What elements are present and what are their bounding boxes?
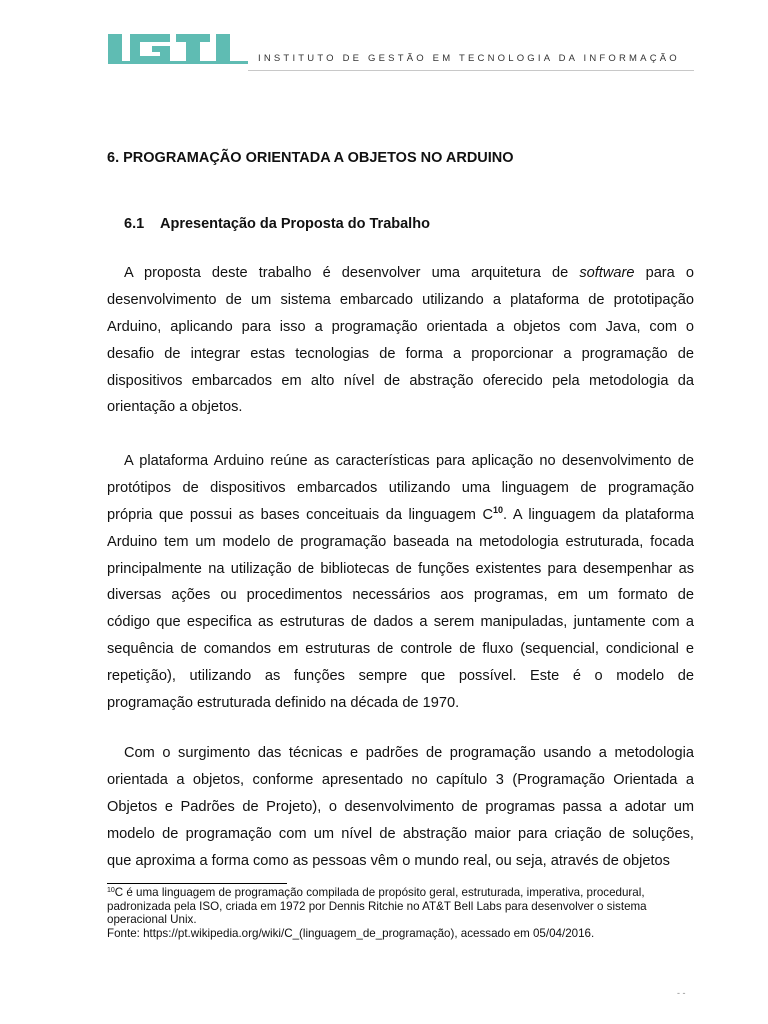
footnote-rule bbox=[107, 883, 287, 884]
text-line: própria que possui as bases conceituais da linguagem $C^{10}$. A linguagem da plataforma bbox=[107, 504, 694, 523]
footnote bbox=[107, 886, 694, 940]
footnote-ref[interactable]: 10 bbox=[493, 504, 504, 515]
text-line: orientada a objetos, conforme apresentado no capítulo 3 (Programação Orientada a bbox=[107, 771, 694, 788]
subsection-heading bbox=[124, 216, 430, 232]
text-line: programação estruturada definido na década de 1970. bbox=[107, 695, 460, 712]
text-line: Objetos e Padrões de Projeto), o desenvolvimento de programas passa a adotar um bbox=[107, 798, 694, 815]
text-line: principalmente na utilização de bibliotecas de funções existentes para desempenhar as bbox=[107, 560, 694, 577]
footnote-line: padronizada pela ISO, criada em 1972 por Dennis Ritchie no AT&T Bell Labs para desenvolver o sistema bbox=[107, 899, 647, 913]
subsection-title: Apresentação da Proposta do Trabalho bbox=[160, 216, 430, 232]
text-line: desenvolvimento de um sistema embarcado utilizando a plataforma de prototipação bbox=[107, 291, 694, 308]
text-line: protótipos de dispositivos embarcados utilizando uma linguagem de programação bbox=[107, 479, 694, 496]
text-line: diversas ações ou procedimentos necessários aos programas, em um formato de bbox=[107, 587, 694, 604]
page-number: - - bbox=[677, 988, 686, 998]
paragraph-3 bbox=[107, 740, 694, 874]
institute-name: INSTITUTO DE GESTÃO EM TECNOLOGIA DA INFORMAÇÃO bbox=[258, 53, 680, 64]
text-line: modelo de programação com um nível de abstração maior para criação de soluções, bbox=[107, 825, 694, 842]
footnote-line: operacional Unix. bbox=[107, 913, 197, 927]
text-line: repetição), utilizando as funções sempre que possível. Este é o modelo de bbox=[107, 668, 694, 685]
footnote-line: $^{10}$C é uma linguagem de programação compilada de propósito geral, estruturada, imperativa, procedural, bbox=[107, 886, 645, 899]
text-line: A proposta deste trabalho é desenvolver uma arquitetura de software para o bbox=[124, 265, 695, 281]
paragraph-1 bbox=[107, 260, 694, 421]
page-header bbox=[108, 28, 694, 76]
header-rule bbox=[248, 70, 694, 71]
text-line: orientação a objetos. bbox=[107, 399, 243, 416]
text-line: sequência de comandos em estruturas de controle de fluxo (sequencial, condicional e bbox=[107, 641, 694, 658]
section-title: 6. PROGRAMAÇÃO ORIENTADA A OBJETOS NO ARDUINO bbox=[107, 150, 514, 166]
text-line: desafio de integrar estas tecnologias de forma a proporcionar a programação de bbox=[107, 345, 694, 362]
text-line: Com o surgimento das técnicas e padrões de programação usando a metodologia bbox=[124, 745, 694, 761]
footnote-line: Fonte: https://pt.wikipedia.org/wiki/C_(linguagem_de_programação), acessado em 05/04/2016. bbox=[107, 926, 595, 940]
igti-logo bbox=[108, 30, 248, 66]
footnote-marker: 10 bbox=[107, 887, 115, 894]
text-line: Arduino, aplicando para isso a programação orientada a objetos com Java, com o bbox=[107, 318, 694, 335]
text-line: Arduino tem um modelo de programação baseada na metodologia estruturada, focada bbox=[107, 533, 694, 550]
paragraph-2 bbox=[107, 448, 694, 717]
emphasis: software bbox=[579, 265, 635, 281]
text-line: código que especifica as estruturas de dados a serem manipuladas, juntamente com a bbox=[107, 614, 694, 631]
subsection-number: 6.1 bbox=[124, 216, 145, 232]
text-line: A plataforma Arduino reúne as características para aplicação no desenvolvimento de bbox=[124, 453, 694, 469]
text-line: que aproxima a forma como as pessoas vêm o mundo real, ou seja, através de objetos bbox=[107, 852, 670, 869]
text-line: dispositivos embarcados em alto nível de abstração oferecido pela metodologia da bbox=[107, 372, 694, 389]
